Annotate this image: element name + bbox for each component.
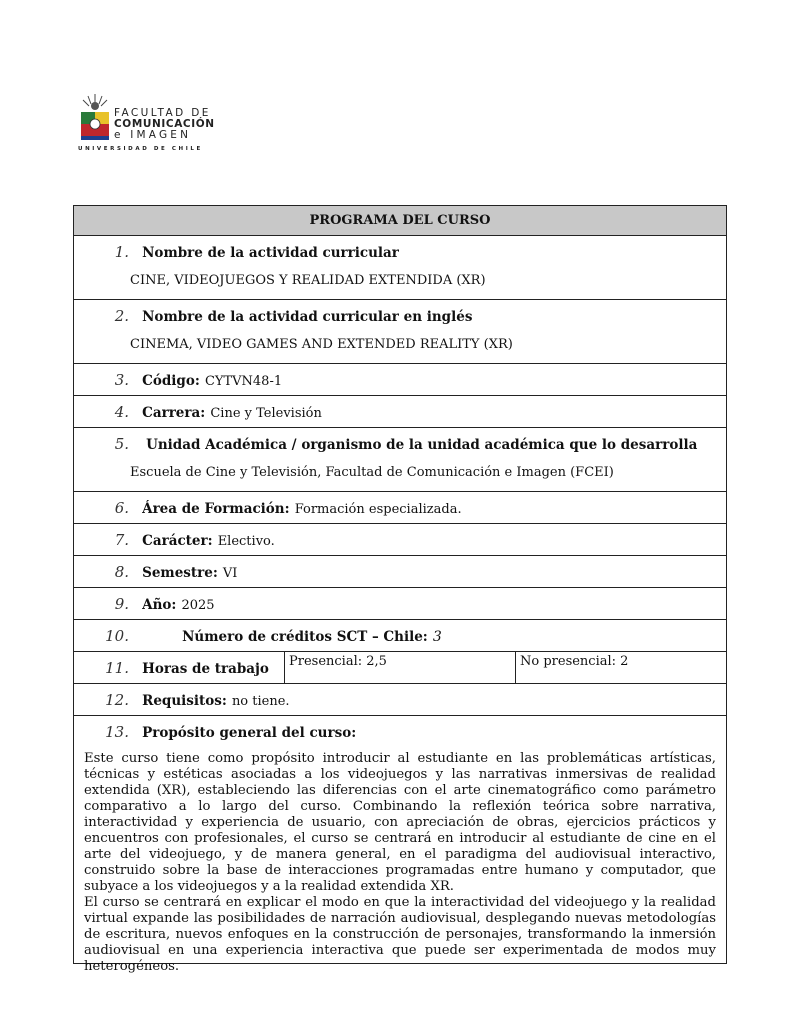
row-value: Cine y Televisión <box>210 406 322 421</box>
table-row <box>74 300 726 364</box>
row-label: Horas de trabajo <box>142 661 269 677</box>
row-value: Formación especializada. <box>294 502 462 517</box>
hours-label-cell <box>74 652 285 683</box>
table-row <box>74 556 726 588</box>
row-label: Número de créditos SCT – Chile: <box>182 629 428 645</box>
table-row <box>74 492 726 524</box>
hours-presencial-cell <box>285 652 516 683</box>
row-label: Semestre: <box>142 565 218 581</box>
logo-wordmark <box>114 108 215 141</box>
table-row <box>74 652 726 684</box>
logo-line-1: FACULTAD DE <box>114 107 211 119</box>
row-label: Nombre de la actividad curricular en inglés <box>142 309 473 325</box>
row-label: Propósito general del curso: <box>142 725 357 741</box>
hours-no-presencial-cell <box>516 652 726 683</box>
table-row <box>74 428 726 492</box>
row-number: 6. <box>114 499 129 517</box>
row-label: Área de Formación: <box>142 501 290 517</box>
row-number: 2. <box>114 307 129 325</box>
row-number: 4. <box>114 403 129 421</box>
table-row <box>74 364 726 396</box>
table-row <box>74 588 726 620</box>
hours-presencial: Presencial: 2,5 <box>289 654 387 669</box>
row-value: Electivo. <box>217 534 275 549</box>
table-row <box>74 716 726 974</box>
logo-line-2: COMUNICACIÓN <box>114 118 215 130</box>
row-number: 11. <box>105 659 129 677</box>
logo-line-3: e IMAGEN <box>114 129 192 141</box>
row-number: 9. <box>114 595 129 613</box>
row-number: 5. <box>114 435 129 453</box>
row-value: VI <box>222 566 238 581</box>
row-value: Escuela de Cine y Televisión, Facultad de Comunicación e Imagen (FCEI) <box>130 465 614 480</box>
row-value: CYTVN48-1 <box>204 374 283 389</box>
row-number: 3. <box>114 371 129 389</box>
purpose-paragraph-2: El curso se centrará en explicar el modo en que la interactividad del videojuego y la realidad virtual expande las posibilidades de narración audiovisual, desplegando nuevas metodologías de escritura, nuevos enfoques en la construcción de personajes, transformando la inmersión audiovisual en una experiencia interactiva que puede ser experimentada de modos muy heterogéneos. <box>84 895 716 974</box>
row-value: no tiene. <box>231 694 290 709</box>
row-value: CINE, VIDEOJUEGOS Y REALIDAD EXTENDIDA (XR) <box>130 273 486 288</box>
hours-no-presencial: No presencial: 2 <box>520 654 629 669</box>
row-label: Nombre de la actividad curricular <box>142 245 399 261</box>
row-label: Requisitos: <box>142 693 227 709</box>
row-label: Unidad Académica / organismo de la unidad académica que lo desarrolla <box>146 437 698 453</box>
row-number: 8. <box>114 563 129 581</box>
purpose-paragraph-1: Este curso tiene como propósito introducir al estudiante en las problemáticas artísticas, técnicas y estéticas asociadas a los videojuegos y las narrativas inmersivas de realidad extendida (XR), estableciendo las diferencias con el arte cinematográfico como parámetro comparativo a lo largo del curso. Combinando la reflexión teórica sobre narrativa, interactividad y experiencia de usuario, con apreciación de obras, ejercicios prácticos y encuentros con profesionales, el curso se centrará en introducir al estudiante de cine en el arte del videojuego, y de manera general, en el paradigma del audiovisual interactivo, construido sobre la base de interacciones programadas entre humano y computador, que subyace a los videojuegos y a la realidad extendida XR. <box>84 751 716 894</box>
university-crest-icon <box>78 92 112 144</box>
row-value: 2025 <box>181 598 215 613</box>
row-value: CINEMA, VIDEO GAMES AND EXTENDED REALITY (XR) <box>130 337 513 352</box>
row-number: 10. <box>105 627 129 645</box>
table-row <box>74 524 726 556</box>
table-header: PROGRAMA DEL CURSO <box>74 206 726 236</box>
row-number: 12. <box>105 691 129 709</box>
table-row <box>74 620 726 652</box>
table-row <box>74 236 726 300</box>
row-label: Carrera: <box>142 405 206 421</box>
row-number: 7. <box>114 531 129 549</box>
row-label: Año: <box>142 597 177 613</box>
row-label: Carácter: <box>142 533 213 549</box>
table-row <box>74 684 726 716</box>
row-label: Código: <box>142 373 200 389</box>
logo-university-name: UNIVERSIDAD DE CHILE <box>78 146 203 152</box>
row-number: 13. <box>105 723 129 741</box>
row-value: 3 <box>432 629 442 645</box>
table-row <box>74 396 726 428</box>
course-program-table <box>73 205 727 974</box>
row-number: 1. <box>114 243 129 261</box>
